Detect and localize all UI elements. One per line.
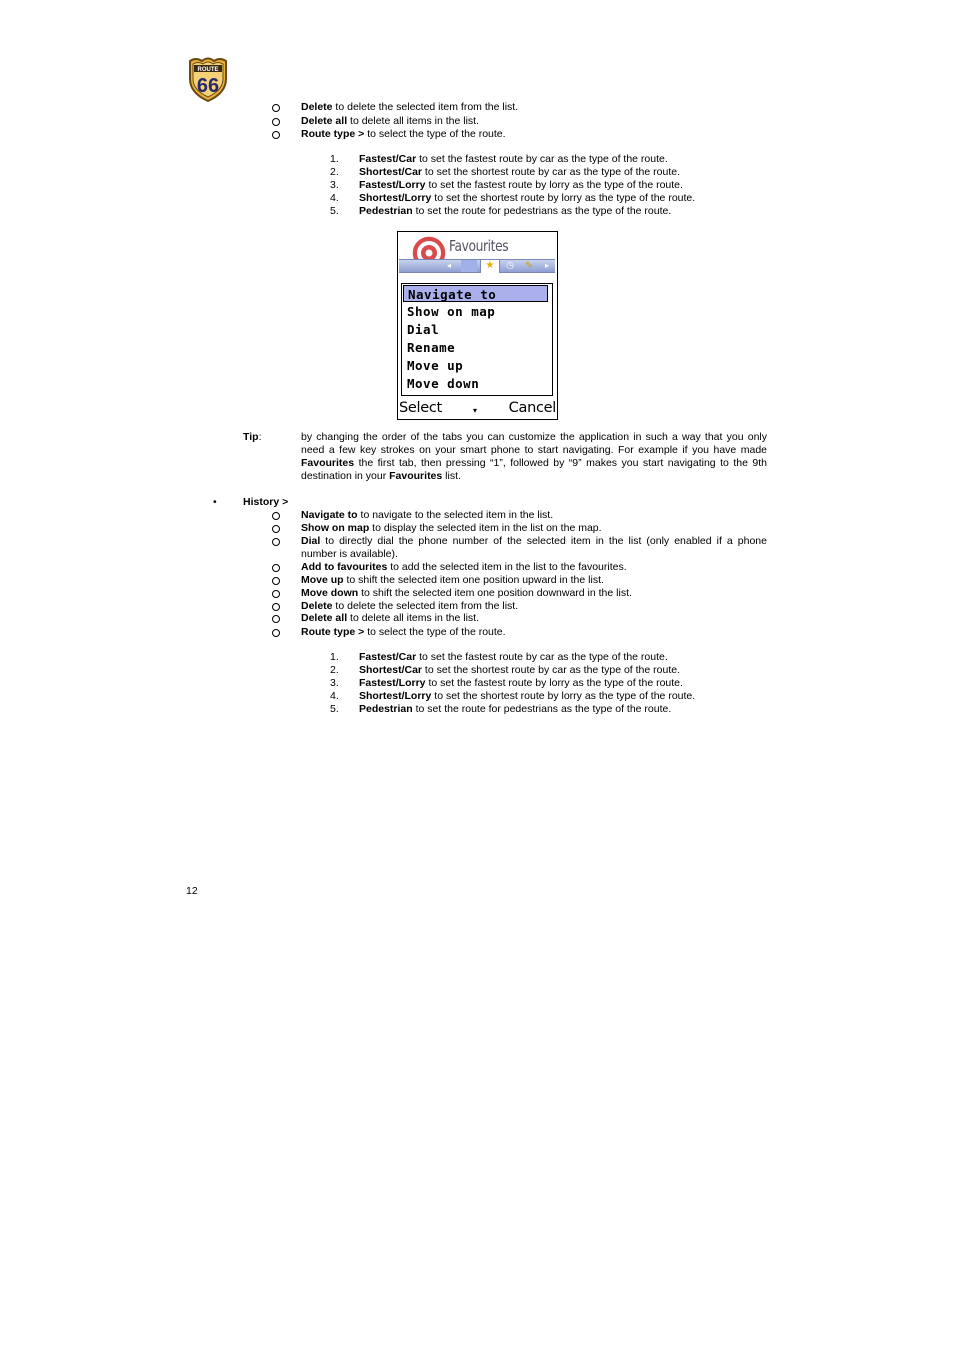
tab-left-arrow-icon[interactable]: ◂ (447, 261, 452, 270)
menu-item-rename[interactable]: Rename (407, 340, 456, 355)
list-number: 5. (330, 703, 339, 715)
tip-label: Tip: (243, 431, 262, 443)
list-item: Move up to shift the selected item one position upward in the list. (301, 574, 604, 586)
list-number: 2. (330, 166, 339, 178)
list-item: Delete all to delete all items in the list. (301, 115, 480, 127)
scroll-down-arrow-icon: ▾ (473, 406, 478, 415)
logo-number: 66 (196, 75, 220, 97)
tab-history-clock-icon[interactable]: ◷ (506, 260, 514, 270)
history-bullet: • (213, 496, 217, 508)
list-item: Add to favourites to add the selected item in the list to the favourites. (301, 561, 627, 573)
list-item: Pedestrian to set the route for pedestrians as the type of the route. (359, 205, 672, 217)
list-item: Dial to directly dial the phone number of the selected item in the list (only enabled if a phone (301, 535, 767, 547)
page-number: 12 (186, 885, 198, 897)
list-number: 3. (330, 179, 339, 191)
list-item: Shortest/Car to set the shortest route by car as the type of the route. (359, 166, 680, 178)
list-item-continuation: number is available). (301, 548, 398, 560)
history-heading: History > (243, 496, 289, 508)
list-item: Pedestrian to set the route for pedestrians as the type of the route. (359, 703, 672, 715)
list-number: 5. (330, 205, 339, 217)
menu-item-show-on-map[interactable]: Show on map (407, 304, 496, 319)
logo-top-text: ROUTE (197, 67, 219, 73)
list-item: Navigate to to navigate to the selected item in the list. (301, 509, 554, 521)
list-item: Route type > to select the type of the route. (301, 626, 506, 638)
list-number: 1. (330, 651, 339, 663)
list-number: 4. (330, 192, 339, 204)
tab-favourites-star-icon[interactable]: ★ (480, 259, 500, 273)
bullet-circle (272, 131, 280, 139)
bullet-circle (272, 525, 280, 533)
tab-bar[interactable] (399, 259, 555, 273)
bullet-circle (272, 615, 280, 623)
phone-screenshot (397, 231, 558, 420)
bullet-circle (272, 512, 280, 520)
bullet-circle (272, 590, 280, 598)
list-item: Shortest/Car to set the shortest route by car as the type of the route. (359, 664, 680, 676)
list-item: Delete all to delete all items in the list. (301, 612, 480, 624)
list-item: Shortest/Lorry to set the shortest route by lorry as the type of the route. (359, 690, 696, 702)
phone-title: Favourites (449, 237, 509, 255)
list-item: Shortest/Lorry to set the shortest route by lorry as the type of the route. (359, 192, 696, 204)
menu-item-move-down[interactable]: Move down (407, 376, 480, 391)
tip-text: by changing the order of the tabs you can customize the application in such a way that you only need a few key strokes on your smart phone to start navigating. For example if you have made Favourites the first tab, then pressing “1”, followed by “9” makes you start navigating to the 9th destination in your Favourites list. (301, 431, 767, 482)
menu-item-dial[interactable]: Dial (407, 322, 440, 337)
bullet-circle (272, 564, 280, 572)
bullet-circle (272, 603, 280, 611)
list-number: 1. (330, 153, 339, 165)
list-item: Route type > to select the type of the route. (301, 128, 506, 140)
bullet-circle (272, 577, 280, 585)
bullet-circle (272, 538, 280, 546)
list-item: Fastest/Lorry to set the fastest route by lorry as the type of the route. (359, 179, 683, 191)
list-number: 4. (330, 690, 339, 702)
tab-map-icon[interactable] (461, 260, 477, 272)
list-number: 2. (330, 664, 339, 676)
tab-right-arrow-icon[interactable]: ▸ (545, 261, 550, 270)
cancel-softkey[interactable]: Cancel (508, 400, 556, 416)
list-item: Show on map to display the selected item in the list on the map. (301, 522, 602, 534)
bullet-circle (272, 118, 280, 126)
list-item: Delete to delete the selected item from the list. (301, 600, 519, 612)
route66-logo (184, 55, 232, 103)
menu-item-navigate-to[interactable]: Navigate to (403, 285, 548, 302)
list-item: Fastest/Lorry to set the fastest route by lorry as the type of the route. (359, 677, 683, 689)
menu-item-move-up[interactable]: Move up (407, 358, 464, 373)
bullet-circle (272, 629, 280, 637)
list-number: 3. (330, 677, 339, 689)
tab-settings-icon[interactable]: ✎ (525, 260, 533, 270)
options-menu (401, 283, 553, 396)
list-item: Fastest/Car to set the fastest route by car as the type of the route. (359, 153, 668, 165)
list-item: Fastest/Car to set the fastest route by car as the type of the route. (359, 651, 668, 663)
list-item: Delete to delete the selected item from the list. (301, 101, 519, 113)
select-softkey[interactable]: Select (399, 400, 442, 416)
list-item: Move down to shift the selected item one position downward in the list. (301, 587, 632, 599)
bullet-circle (272, 104, 280, 112)
